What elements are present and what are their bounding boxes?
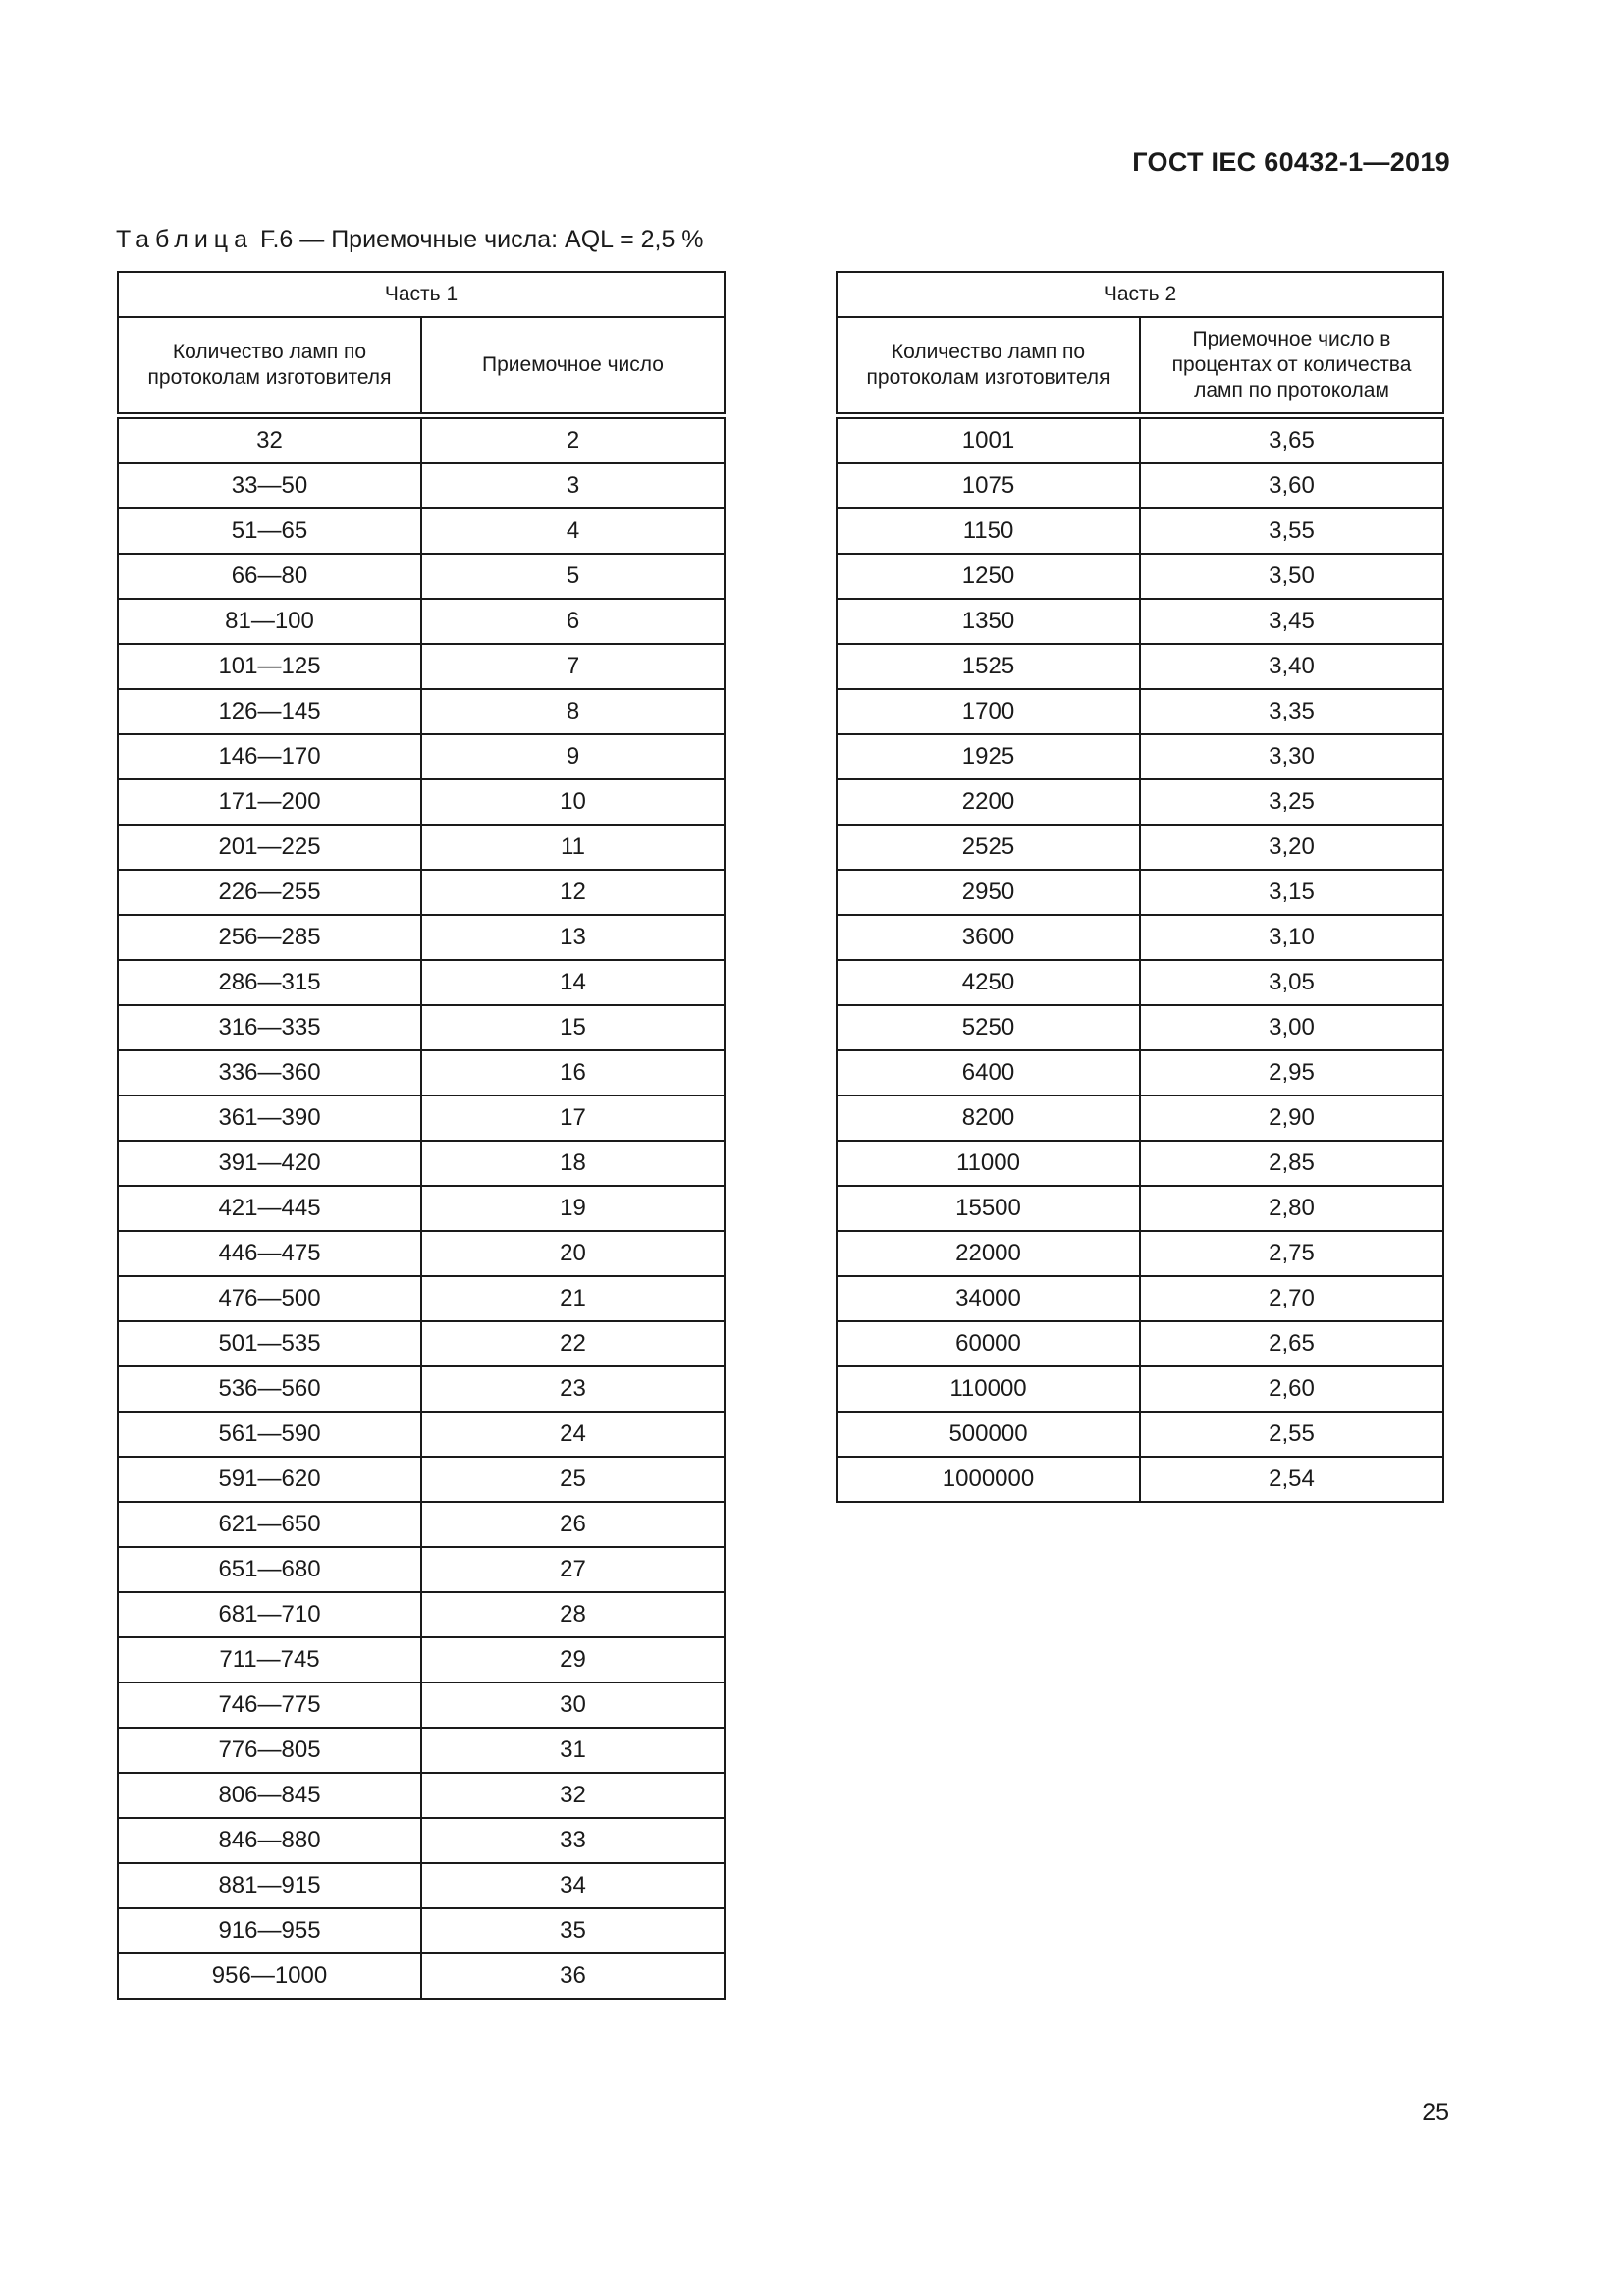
acceptance-number-cell: 15 <box>421 1005 725 1050</box>
lamp-count-cell: 2200 <box>837 779 1140 825</box>
lamp-count-cell: 561—590 <box>118 1412 421 1457</box>
lamp-count-cell: 286—315 <box>118 960 421 1005</box>
lamp-count-cell: 391—420 <box>118 1141 421 1186</box>
acceptance-number-cell: 2,54 <box>1140 1457 1443 1502</box>
table-row <box>837 508 1443 554</box>
acceptance-number-cell: 3,60 <box>1140 463 1443 508</box>
table-row <box>118 1953 725 1999</box>
lamp-count-cell: 15500 <box>837 1186 1140 1231</box>
table-row <box>118 689 725 734</box>
acceptance-number-cell: 3,00 <box>1140 1005 1443 1050</box>
lamp-count-cell: 711—745 <box>118 1637 421 1682</box>
table-part-1 <box>117 271 726 2000</box>
acceptance-number-cell: 31 <box>421 1728 725 1773</box>
table-row <box>837 1186 1443 1231</box>
lamp-count-cell: 2950 <box>837 870 1140 915</box>
table-row <box>118 1050 725 1095</box>
lamp-count-cell: 316—335 <box>118 1005 421 1050</box>
table-row <box>118 960 725 1005</box>
lamp-count-cell: 60000 <box>837 1321 1140 1366</box>
table-row <box>118 1728 725 1773</box>
acceptance-number-cell: 4 <box>421 508 725 554</box>
acceptance-number-cell: 2,85 <box>1140 1141 1443 1186</box>
table-row <box>118 825 725 870</box>
acceptance-number-cell: 2,60 <box>1140 1366 1443 1412</box>
table-row <box>837 1412 1443 1457</box>
table-row <box>118 1682 725 1728</box>
lamp-count-cell: 32 <box>118 418 421 463</box>
table-row <box>837 1005 1443 1050</box>
lamp-count-cell: 916—955 <box>118 1908 421 1953</box>
table-row <box>118 554 725 599</box>
acceptance-number-cell: 3,05 <box>1140 960 1443 1005</box>
lamp-count-cell: 1525 <box>837 644 1140 689</box>
table-row <box>837 418 1443 463</box>
acceptance-number-cell: 24 <box>421 1412 725 1457</box>
table-row <box>837 734 1443 779</box>
acceptance-number-cell: 8 <box>421 689 725 734</box>
lamp-count-cell: 476—500 <box>118 1276 421 1321</box>
table-row <box>118 1502 725 1547</box>
acceptance-number-cell: 3,20 <box>1140 825 1443 870</box>
table-row <box>118 508 725 554</box>
lamp-count-cell: 256—285 <box>118 915 421 960</box>
acceptance-number-cell: 19 <box>421 1186 725 1231</box>
lamp-count-cell: 6400 <box>837 1050 1140 1095</box>
page-number: 25 <box>1422 2099 1449 2126</box>
lamp-count-cell: 22000 <box>837 1231 1140 1276</box>
table-caption-label: Таблица <box>116 226 254 253</box>
acceptance-number-cell: 2,70 <box>1140 1276 1443 1321</box>
lamp-count-cell: 806—845 <box>118 1773 421 1818</box>
table-row <box>837 1276 1443 1321</box>
lamp-count-cell: 746—775 <box>118 1682 421 1728</box>
lamp-count-cell: 336—360 <box>118 1050 421 1095</box>
lamp-count-cell: 500000 <box>837 1412 1140 1457</box>
acceptance-number-cell: 3,55 <box>1140 508 1443 554</box>
table-row <box>118 1141 725 1186</box>
lamp-count-cell: 171—200 <box>118 779 421 825</box>
table-row <box>118 599 725 644</box>
table-row <box>118 463 725 508</box>
acceptance-number-cell: 26 <box>421 1502 725 1547</box>
acceptance-number-cell: 16 <box>421 1050 725 1095</box>
lamp-count-cell: 146—170 <box>118 734 421 779</box>
lamp-count-cell: 421—445 <box>118 1186 421 1231</box>
lamp-count-cell: 81—100 <box>118 599 421 644</box>
part-1-title: Часть 1 <box>118 272 725 317</box>
lamp-count-cell: 881—915 <box>118 1863 421 1908</box>
table-row <box>118 418 725 463</box>
table-row <box>837 1050 1443 1095</box>
table-row <box>118 1276 725 1321</box>
lamp-count-cell: 536—560 <box>118 1366 421 1412</box>
table-row <box>118 1186 725 1231</box>
acceptance-number-cell: 21 <box>421 1276 725 1321</box>
part-2-col-count-header: Количество ламп по протоколам изготовителя <box>837 317 1140 413</box>
table-row <box>837 554 1443 599</box>
table-caption-text: F.6 — Приемочные числа: AQL = 2,5 % <box>253 226 704 253</box>
lamp-count-cell: 66—80 <box>118 554 421 599</box>
acceptance-number-cell: 29 <box>421 1637 725 1682</box>
lamp-count-cell: 361—390 <box>118 1095 421 1141</box>
lamp-count-cell: 621—650 <box>118 1502 421 1547</box>
part-1-col-acceptance-header: Приемочное число <box>421 317 725 413</box>
table-row <box>837 1231 1443 1276</box>
lamp-count-cell: 34000 <box>837 1276 1140 1321</box>
lamp-count-cell: 1000000 <box>837 1457 1140 1502</box>
acceptance-number-cell: 2,65 <box>1140 1321 1443 1366</box>
lamp-count-cell: 1250 <box>837 554 1140 599</box>
acceptance-number-cell: 9 <box>421 734 725 779</box>
table-row <box>118 1095 725 1141</box>
acceptance-number-cell: 33 <box>421 1818 725 1863</box>
acceptance-number-cell: 2,95 <box>1140 1050 1443 1095</box>
acceptance-number-cell: 3,45 <box>1140 599 1443 644</box>
table-row <box>118 1457 725 1502</box>
acceptance-number-cell: 2,55 <box>1140 1412 1443 1457</box>
table-caption <box>116 226 704 254</box>
document-header: ГОСТ IEC 60432-1—2019 <box>1132 147 1450 177</box>
table-row <box>837 1141 1443 1186</box>
table-row <box>118 1412 725 1457</box>
table-row <box>118 1321 725 1366</box>
lamp-count-cell: 1001 <box>837 418 1140 463</box>
lamp-count-cell: 4250 <box>837 960 1140 1005</box>
table-row <box>118 915 725 960</box>
lamp-count-cell: 1150 <box>837 508 1140 554</box>
lamp-count-cell: 226—255 <box>118 870 421 915</box>
lamp-count-cell: 110000 <box>837 1366 1140 1412</box>
table-row <box>118 1547 725 1592</box>
lamp-count-cell: 1075 <box>837 463 1140 508</box>
acceptance-number-cell: 35 <box>421 1908 725 1953</box>
table-row <box>118 1863 725 1908</box>
acceptance-number-cell: 36 <box>421 1953 725 1999</box>
acceptance-number-cell: 18 <box>421 1141 725 1186</box>
acceptance-number-cell: 2,90 <box>1140 1095 1443 1141</box>
acceptance-number-cell: 3,35 <box>1140 689 1443 734</box>
table-row <box>118 1637 725 1682</box>
acceptance-number-cell: 10 <box>421 779 725 825</box>
acceptance-number-cell: 12 <box>421 870 725 915</box>
lamp-count-cell: 11000 <box>837 1141 1140 1186</box>
table-row <box>837 463 1443 508</box>
table-row <box>837 1457 1443 1502</box>
lamp-count-cell: 446—475 <box>118 1231 421 1276</box>
table-row <box>837 1321 1443 1366</box>
acceptance-number-cell: 32 <box>421 1773 725 1818</box>
lamp-count-cell: 2525 <box>837 825 1140 870</box>
table-row <box>118 1005 725 1050</box>
table-row <box>837 689 1443 734</box>
lamp-count-cell: 651—680 <box>118 1547 421 1592</box>
lamp-count-cell: 8200 <box>837 1095 1140 1141</box>
acceptance-number-cell: 13 <box>421 915 725 960</box>
acceptance-number-cell: 7 <box>421 644 725 689</box>
table-row <box>118 734 725 779</box>
acceptance-number-cell: 11 <box>421 825 725 870</box>
lamp-count-cell: 101—125 <box>118 644 421 689</box>
acceptance-number-cell: 3,15 <box>1140 870 1443 915</box>
lamp-count-cell: 501—535 <box>118 1321 421 1366</box>
table-row <box>837 644 1443 689</box>
table-row <box>118 644 725 689</box>
acceptance-number-cell: 23 <box>421 1366 725 1412</box>
acceptance-number-cell: 20 <box>421 1231 725 1276</box>
lamp-count-cell: 201—225 <box>118 825 421 870</box>
lamp-count-cell: 33—50 <box>118 463 421 508</box>
acceptance-number-cell: 17 <box>421 1095 725 1141</box>
table-row <box>837 1366 1443 1412</box>
part-2-rows <box>837 418 1443 1502</box>
table-row <box>118 870 725 915</box>
acceptance-number-cell: 3,30 <box>1140 734 1443 779</box>
lamp-count-cell: 51—65 <box>118 508 421 554</box>
table-row <box>118 1231 725 1276</box>
table-row <box>118 1366 725 1412</box>
acceptance-number-cell: 28 <box>421 1592 725 1637</box>
lamp-count-cell: 591—620 <box>118 1457 421 1502</box>
table-row <box>837 870 1443 915</box>
lamp-count-cell: 3600 <box>837 915 1140 960</box>
lamp-count-cell: 1700 <box>837 689 1140 734</box>
table-part-2 <box>836 271 1444 1503</box>
lamp-count-cell: 126—145 <box>118 689 421 734</box>
lamp-count-cell: 776—805 <box>118 1728 421 1773</box>
lamp-count-cell: 5250 <box>837 1005 1140 1050</box>
lamp-count-cell: 956—1000 <box>118 1953 421 1999</box>
lamp-count-cell: 846—880 <box>118 1818 421 1863</box>
acceptance-number-cell: 27 <box>421 1547 725 1592</box>
acceptance-number-cell: 6 <box>421 599 725 644</box>
part-1-col-count-header: Количество ламп по протоколам изготовителя <box>118 317 421 413</box>
table-row <box>118 1773 725 1818</box>
part-1-rows <box>118 418 725 1999</box>
acceptance-number-cell: 2 <box>421 418 725 463</box>
acceptance-number-cell: 30 <box>421 1682 725 1728</box>
table-row <box>118 1818 725 1863</box>
table-row <box>837 779 1443 825</box>
lamp-count-cell: 1925 <box>837 734 1140 779</box>
table-row <box>118 779 725 825</box>
part-2-col-percent-header: Приемочное число в процентах от количества ламп по протоколам <box>1140 317 1443 413</box>
table-row <box>837 825 1443 870</box>
table-row <box>837 960 1443 1005</box>
table-row <box>837 599 1443 644</box>
acceptance-number-cell: 2,80 <box>1140 1186 1443 1231</box>
acceptance-number-cell: 3,40 <box>1140 644 1443 689</box>
acceptance-number-cell: 14 <box>421 960 725 1005</box>
part-2-title: Часть 2 <box>837 272 1443 317</box>
table-row <box>837 915 1443 960</box>
acceptance-number-cell: 25 <box>421 1457 725 1502</box>
table-row <box>837 1095 1443 1141</box>
acceptance-number-cell: 2,75 <box>1140 1231 1443 1276</box>
lamp-count-cell: 1350 <box>837 599 1140 644</box>
acceptance-number-cell: 3,10 <box>1140 915 1443 960</box>
table-row <box>118 1592 725 1637</box>
table-row <box>118 1908 725 1953</box>
acceptance-number-cell: 3 <box>421 463 725 508</box>
acceptance-number-cell: 3,50 <box>1140 554 1443 599</box>
acceptance-number-cell: 34 <box>421 1863 725 1908</box>
acceptance-number-cell: 3,65 <box>1140 418 1443 463</box>
acceptance-number-cell: 3,25 <box>1140 779 1443 825</box>
acceptance-number-cell: 22 <box>421 1321 725 1366</box>
acceptance-number-cell: 5 <box>421 554 725 599</box>
lamp-count-cell: 681—710 <box>118 1592 421 1637</box>
